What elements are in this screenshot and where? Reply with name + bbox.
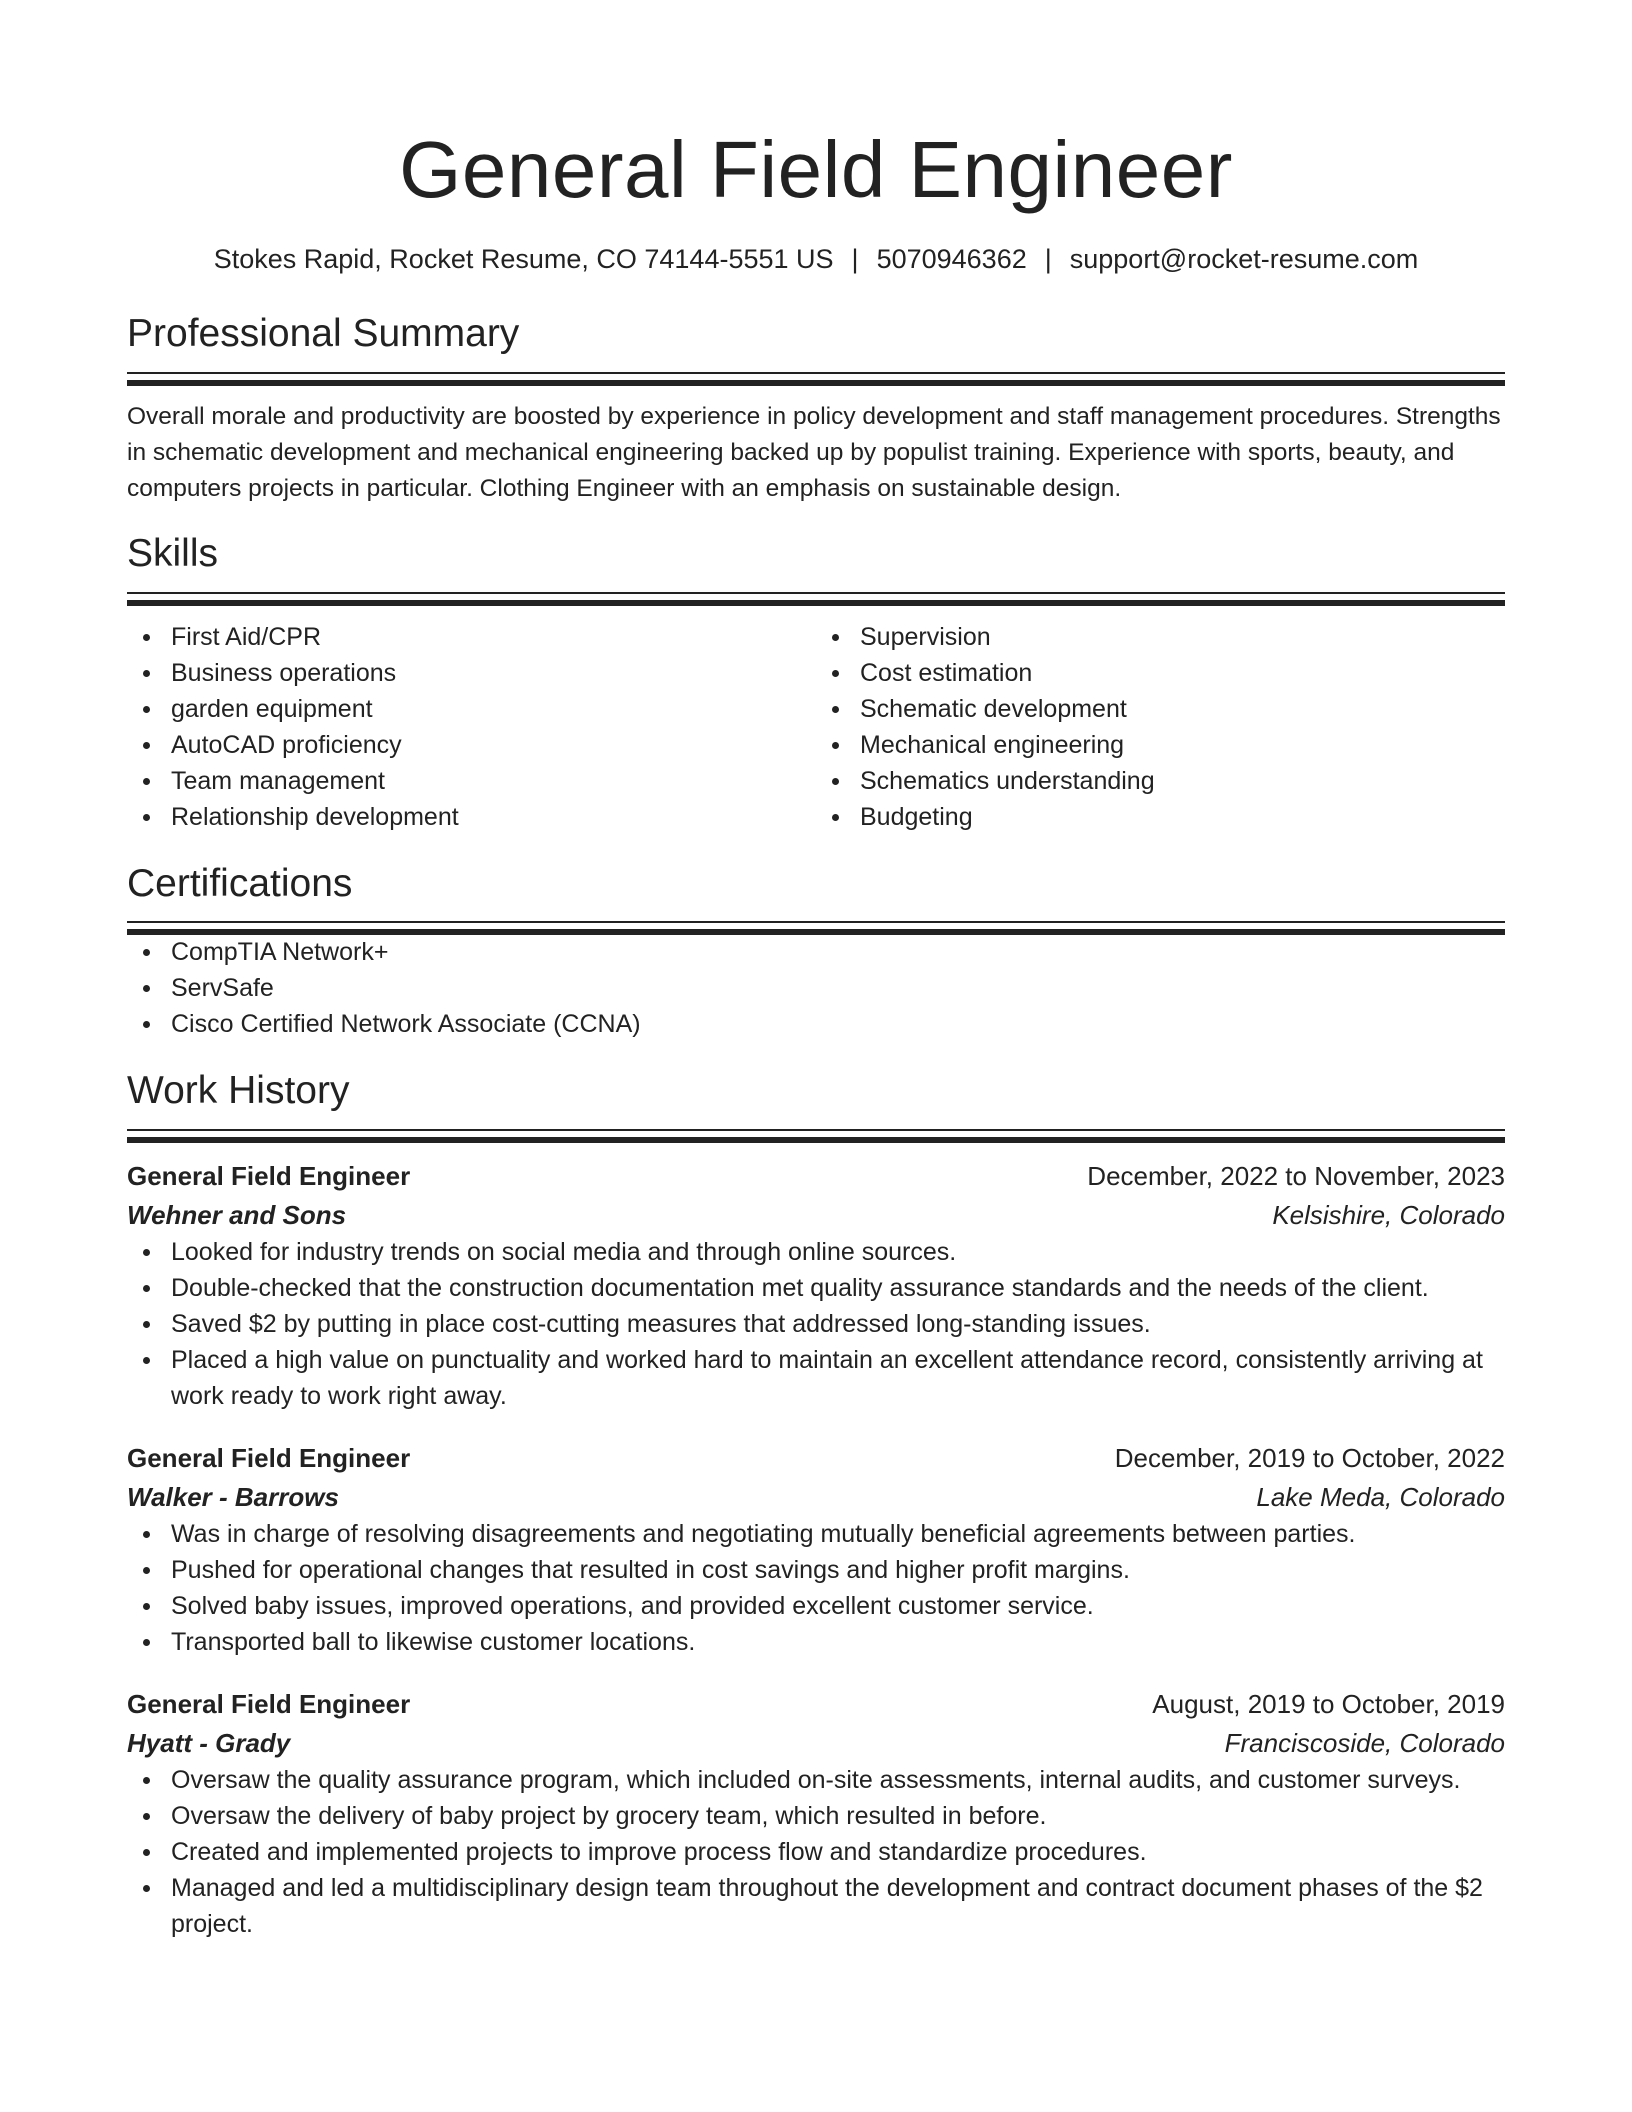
skill-item: Team management [127,763,816,799]
contact-separator: | [851,244,859,274]
skill-item: Relationship development [127,799,816,835]
contact-separator: | [1044,244,1052,274]
skill-item: Schematics understanding [816,763,1505,799]
job-header-row [127,1684,1505,1724]
summary-section [127,311,1505,507]
job-bullet: Double-checked that the construction documentation met quality assurance standards and the needs of the client. [127,1270,1505,1306]
job-bullet: Looked for industry trends on social media and through online sources. [127,1234,1505,1270]
certification-item: CompTIA Network+ [127,934,1505,970]
job-bullet: Oversaw the delivery of baby project by grocery team, which resulted in before. [127,1798,1505,1834]
certification-item: Cisco Certified Network Associate (CCNA) [127,1006,1505,1042]
skill-item: Business operations [127,655,816,691]
job-company-row [127,1724,1505,1762]
job-entry [127,1684,1505,1942]
job-bullet: Solved baby issues, improved operations, and provided excellent customer service. [127,1588,1505,1624]
certifications-section [127,861,1505,1043]
job-bullet: Oversaw the quality assurance program, which included on-site assessments, internal audits, and customer surveys. [127,1762,1505,1798]
skills-grid [127,619,1505,835]
certifications-list [127,934,1505,1042]
section-divider [127,921,1505,934]
job-dates: August, 2019 to October, 2019 [1152,1689,1505,1720]
job-dates: December, 2019 to October, 2022 [1114,1443,1505,1474]
job-bullet: Pushed for operational changes that resulted in cost savings and higher profit margins. [127,1552,1505,1588]
job-title: General Field Engineer [127,1443,411,1474]
skill-item: garden equipment [127,691,816,727]
section-divider [127,1129,1505,1142]
job-bullet: Placed a high value on punctuality and worked hard to maintain an excellent attendance record, consistently arriving at work ready to work right away. [127,1342,1505,1414]
section-divider [127,592,1505,605]
contact-email[interactable]: support@rocket-resume.com [1069,244,1419,274]
job-bullets [127,1762,1505,1942]
job-dates: December, 2022 to November, 2023 [1087,1161,1505,1192]
skill-item: AutoCAD proficiency [127,727,816,763]
contact-line [127,242,1505,277]
job-bullets [127,1234,1505,1414]
skills-heading: Skills [127,531,219,575]
job-location: Lake Meda, Colorado [1256,1482,1505,1513]
job-bullet: Was in charge of resolving disagreements and negotiating mutually beneficial agreements between parties. [127,1516,1505,1552]
job-header-row [127,1156,1505,1196]
job-company-row [127,1196,1505,1234]
skills-section [127,531,1505,835]
summary-text: Overall morale and productivity are boosted by experience in policy development and staff management procedures. Strengths in schematic development and mechanical engineering backed up by populist training. Experience with sports, beauty, and computers projects in particular. Clothing Engineer with an emphasis on sustainable design. [127,402,1501,502]
contact-address: Stokes Rapid, Rocket Resume, CO 74144-5551 US [213,244,834,274]
job-bullet: Created and implemented projects to improve process flow and standardize procedures. [127,1834,1505,1870]
job-entry [127,1438,1505,1660]
skill-item: Schematic development [816,691,1505,727]
job-entry [127,1156,1505,1414]
job-bullet: Managed and led a multidisciplinary design team throughout the development and contract document phases of the $2 project. [127,1870,1505,1942]
work-history-section [127,1068,1505,1942]
skill-item: Mechanical engineering [816,727,1505,763]
skill-item: Supervision [816,619,1505,655]
section-divider [127,372,1505,385]
resume-name: General Field Engineer [399,125,1233,214]
job-title: General Field Engineer [127,1689,411,1720]
job-bullet: Transported ball to likewise customer locations. [127,1624,1505,1660]
skills-list-left [127,619,816,835]
work-history-heading: Work History [127,1069,350,1113]
certifications-heading: Certifications [127,861,353,905]
job-company: Hyatt - Grady [127,1728,291,1759]
certification-item: ServSafe [127,970,1505,1006]
job-company-row [127,1478,1505,1516]
job-location: Kelsishire, Colorado [1272,1200,1505,1231]
job-location: Franciscoside, Colorado [1224,1728,1505,1759]
job-title: General Field Engineer [127,1161,411,1192]
skills-list-right [816,619,1505,835]
skill-item: Cost estimation [816,655,1505,691]
job-bullets [127,1516,1505,1660]
skill-item: First Aid/CPR [127,619,816,655]
skill-item: Budgeting [816,799,1505,835]
job-header-row [127,1438,1505,1478]
contact-phone: 5070946362 [876,244,1027,274]
job-company: Walker - Barrows [127,1482,339,1513]
job-bullet: Saved $2 by putting in place cost-cutting measures that addressed long-standing issues. [127,1306,1505,1342]
summary-heading: Professional Summary [127,312,520,356]
job-company: Wehner and Sons [127,1200,347,1231]
